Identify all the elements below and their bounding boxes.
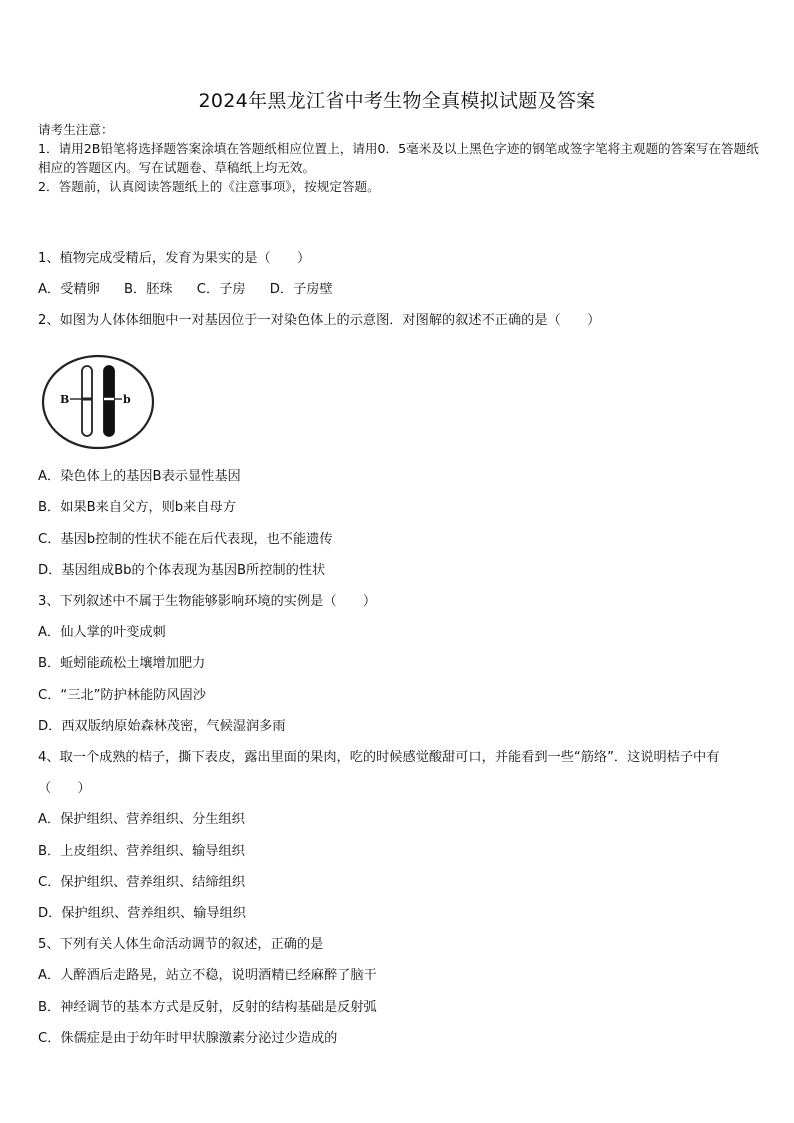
notice-line-1: 1．请用2B铅笔将选择题答案涂填在答题纸相应位置上，请用0．5毫米及以上黑色字迹的钢笔或签字笔将主观题的答案写在答题纸相应的答题区内。写在试题卷、草稿纸上均无效。 — [38, 141, 759, 175]
question-2-option-c: C．基因b控制的性状不能在后代表现，也不能遗传 — [38, 532, 333, 547]
chromosome-right — [104, 366, 114, 436]
option-b: B．胚珠 — [123, 282, 173, 297]
gene-label-left: B — [60, 393, 70, 406]
chromosome-diagram — [40, 352, 158, 452]
notice-heading: 请考生注意： — [38, 122, 114, 137]
question-5-option-c: C．侏儒症是由于幼年时甲状腺激素分泌过少造成的 — [38, 1031, 338, 1046]
page-title: 2024年黑龙江省中考生物全真模拟试题及答案 — [198, 90, 596, 112]
question-4-stem: 4、取一个成熟的桔子，撕下表皮，露出里面的果肉，吃的时候感觉酸甜可口，并能看到一些“筋络”．这说明桔子中有（ ） — [38, 750, 720, 796]
question-3-option-c: C．“三北”防护林能防风固沙 — [38, 688, 206, 703]
question-5-stem: 5、下列有关人体生命活动调节的叙述，正确的是 — [38, 937, 324, 952]
question-1-options — [38, 280, 762, 300]
question-2-stem: 2、如图为人体体细胞中一对基因位于一对染色体上的示意图．对图解的叙述不正确的是（ ） — [38, 313, 601, 328]
question-1-stem: 1、植物完成受精后，发育为果实的是（ ） — [38, 251, 311, 266]
question-3-option-a: A．仙人掌的叶变成刺 — [38, 625, 166, 640]
question-4-option-d: D．保护组织、营养组织、输导组织 — [38, 906, 246, 921]
question-5-option-b: B．神经调节的基本方式是反射，反射的结构基础是反射弧 — [38, 1000, 377, 1015]
question-3-option-b: B．蚯蚓能疏松土壤增加肥力 — [38, 656, 206, 671]
notice-line-2: 2．答题前，认真阅读答题纸上的《注意事项》，按规定答题。 — [38, 179, 380, 194]
question-4-option-b: B．上皮组织、营养组织、输导组织 — [38, 844, 245, 859]
question-3-option-d: D．西双版纳原始森林茂密，气候湿润多雨 — [38, 719, 286, 734]
gene-label-right: b — [123, 393, 131, 406]
question-4-option-c: C．保护组织、营养组织、结缔组织 — [38, 875, 246, 890]
question-4-option-a: A．保护组织、营养组织、分生组织 — [38, 812, 245, 827]
option-d: D．子房壁 — [269, 282, 333, 297]
option-a: A．受精卵 — [38, 282, 100, 297]
exam-notice — [38, 120, 760, 196]
chromosome-left — [82, 366, 92, 436]
question-3-stem: 3、下列叙述中不属于生物能够影响环境的实例是（ ） — [38, 594, 377, 609]
option-c: C．子房 — [196, 282, 246, 297]
question-2-option-b: B．如果B来自父方，则b来自母方 — [38, 500, 236, 515]
question-2-option-a: A．染色体上的基因B表示显性基因 — [38, 469, 241, 484]
question-2-option-d: D．基因组成Bb的个体表现为基因B所控制的性状 — [38, 563, 326, 578]
question-5-option-a: A．人醉酒后走路晃，站立不稳，说明酒精已经麻醉了脑干 — [38, 968, 377, 983]
